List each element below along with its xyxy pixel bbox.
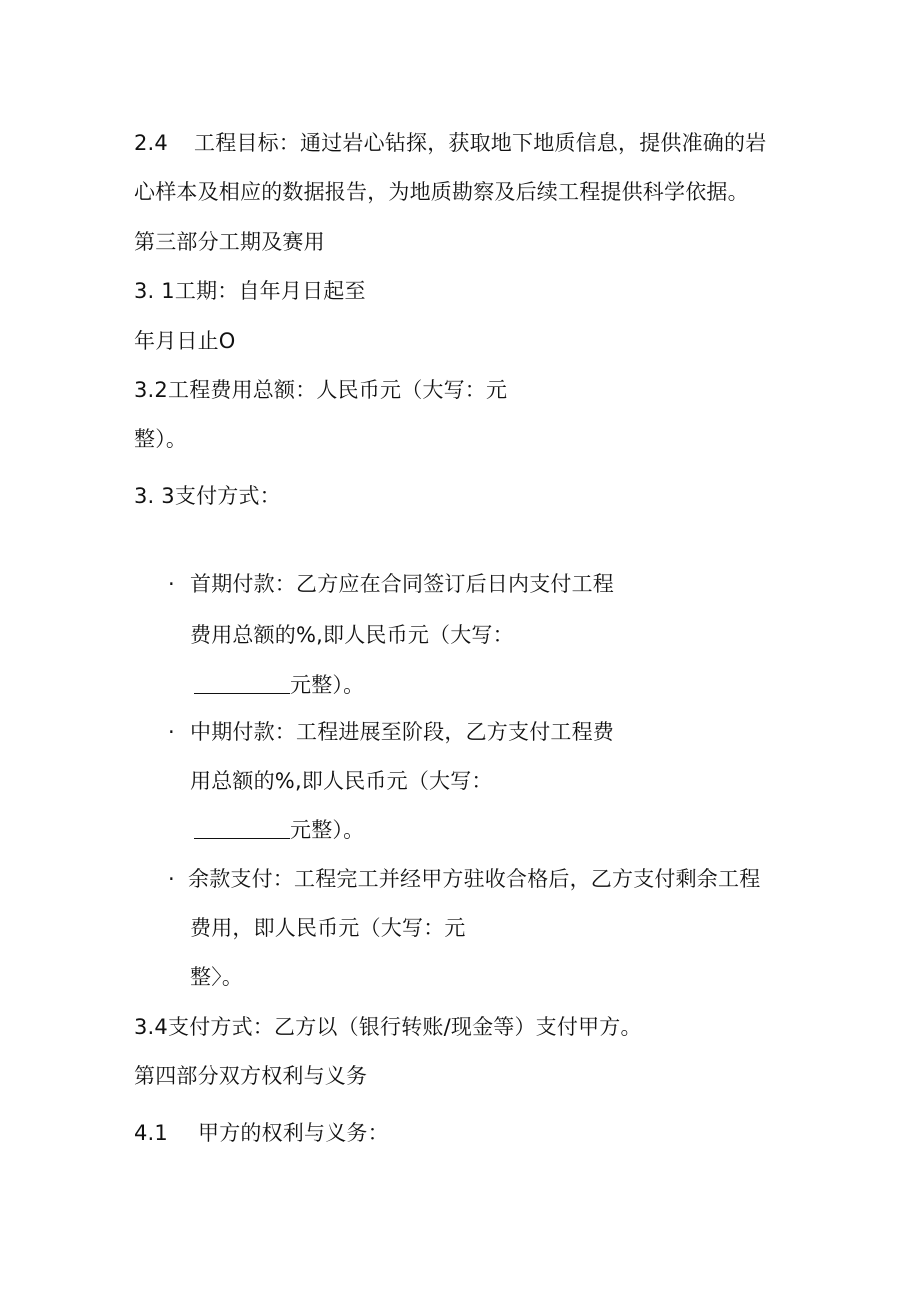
clause-3-1-line-1: 3. 1工期：自年月日起至 bbox=[134, 279, 366, 303]
fill-in-blank bbox=[194, 671, 290, 694]
bullet-3-line-2: 费用，即人民币元（大写：元 bbox=[190, 916, 466, 940]
bullet-2-line-2: 用总额的%,即人民币元（大写： bbox=[190, 769, 493, 793]
clause-text: 甲方的权利与义务： bbox=[198, 1121, 389, 1145]
clause-number: 4.1 bbox=[134, 1121, 168, 1145]
bullet-1-line-3 bbox=[194, 670, 364, 700]
bullet-marker: · bbox=[168, 572, 175, 596]
clause-3-4: 3.4支付方式：乙方以（银行转账/现金等）支付甲方。 bbox=[134, 1015, 642, 1039]
bullet-2-line-3-text: 元整）。 bbox=[290, 818, 365, 842]
bullet-marker: · bbox=[168, 867, 175, 891]
bullet-1-line-3-text: 元整）。 bbox=[290, 673, 365, 697]
clause-text: 工程目标：通过岩心钻探，获取地下地质信息，提供准确的岩 bbox=[194, 131, 767, 155]
bullet-marker: · bbox=[168, 720, 175, 744]
part-3-heading: 第三部分工期及赛用 bbox=[134, 230, 325, 254]
bullet-1-line-2: 费用总额的%,即人民币元（大写： bbox=[190, 623, 514, 647]
clause-3-2-line-2: 整）。 bbox=[134, 427, 188, 451]
clause-3-1-line-2: 年月日止O bbox=[134, 329, 236, 353]
part-4-heading: 第四部分双方权利与义务 bbox=[134, 1064, 368, 1088]
clause-3-3: 3. 3支付方式： bbox=[134, 484, 281, 508]
clause-2-4-line-2: 心样本及相应的数据报告，为地质勘察及后续工程提供科学依据。 bbox=[134, 180, 749, 204]
clause-2-4-line-1 bbox=[134, 128, 766, 158]
fill-in-blank bbox=[194, 816, 290, 839]
bullet-2-line-3 bbox=[194, 815, 364, 845]
bullet-2-line-1: 中期付款：工程进展至阶段，乙方支付工程费 bbox=[190, 720, 614, 744]
bullet-3-line-1: 余款支付：工程完工并经甲方驻收合格后，乙方支付剩余工程 bbox=[188, 867, 761, 891]
bullet-1-line-1: 首期付款：乙方应在合同签订后日内支付工程 bbox=[190, 572, 614, 596]
bullet-3-line-3: 整〉。 bbox=[190, 965, 244, 989]
clause-4-1 bbox=[134, 1118, 389, 1148]
clause-3-2-line-1: 3.2工程费用总额：人民币元（大写：元 bbox=[134, 378, 508, 402]
clause-number: 2.4 bbox=[134, 131, 168, 155]
